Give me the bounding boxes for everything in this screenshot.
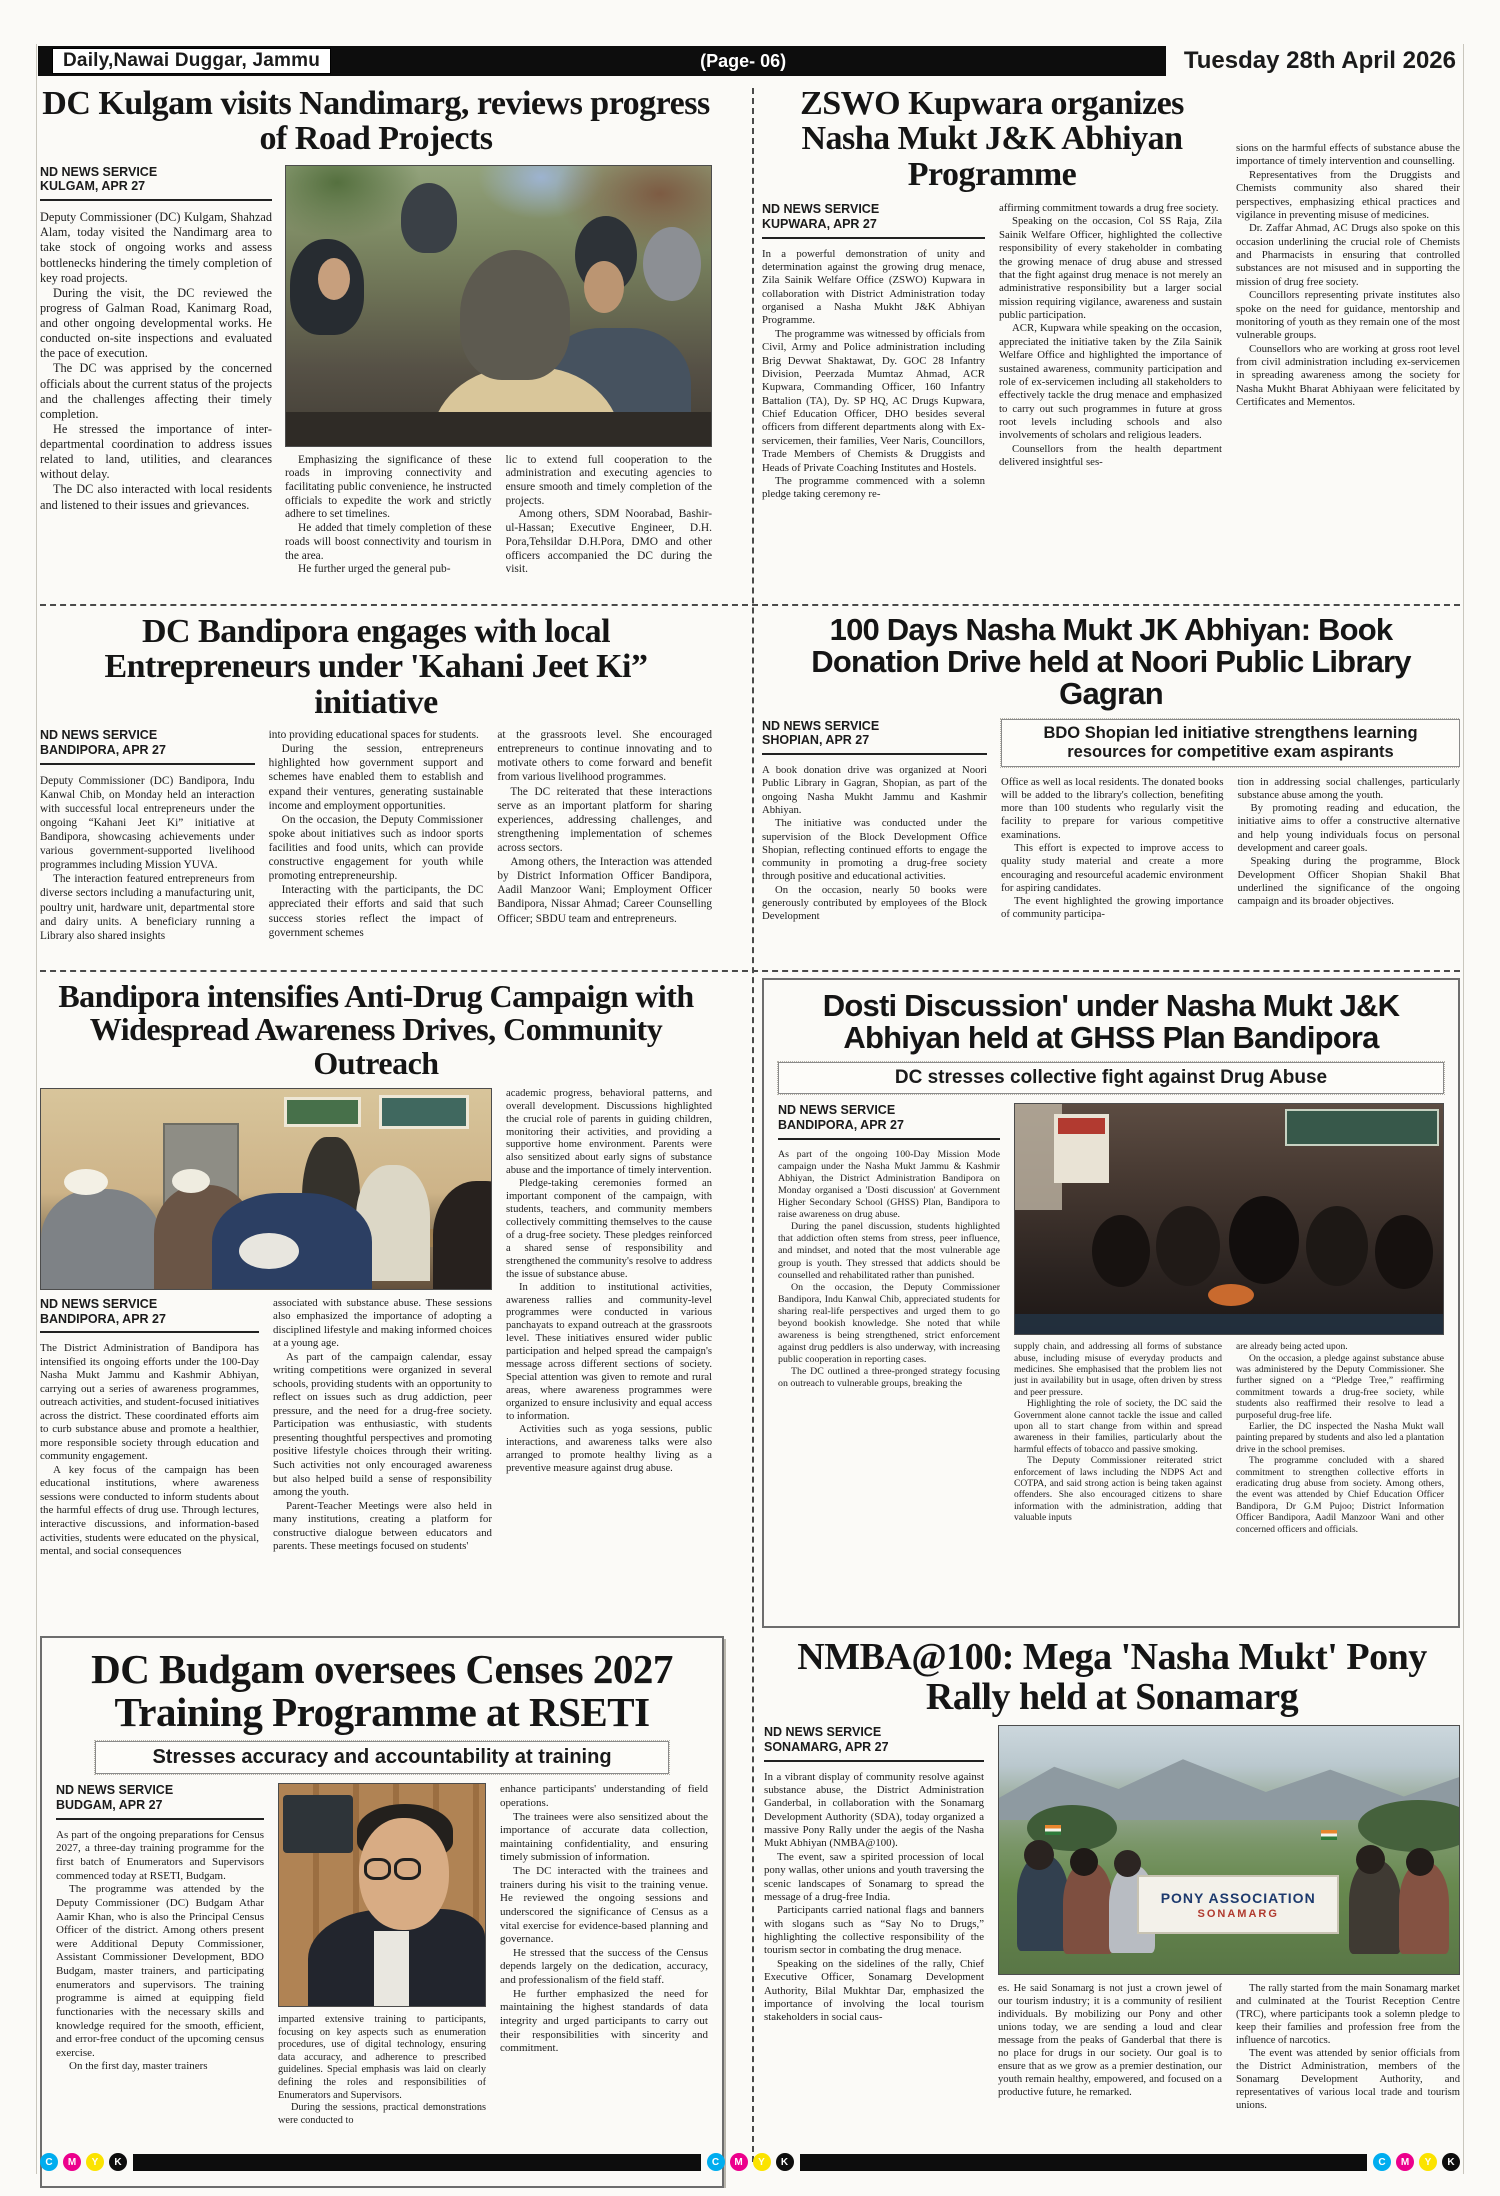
pony-association-banner <box>1137 1875 1339 1935</box>
black-mark-icon: K <box>1442 2153 1460 2171</box>
page-number-label: (Page- 06) <box>700 50 787 71</box>
article-zswo <box>740 84 1460 598</box>
book-donation-column-2: Office as well as local residents. The donated books will be added to the library's collection, benefiting more than 100 students who regularly visit the facility to prepare for various competitive examinations. This effort is expected to improve access to quality study material and create a more encouraging and resourceful academic environment for aspiring candidates. The event highlighted the growing importance of community participa- <box>1001 775 1224 921</box>
awareness-meeting-photo <box>40 1088 492 1290</box>
zswo-column-3: sions on the harmful effects of substance abuse the importance of timely intervention and counselling. Representatives from the Druggists and Chemists community also shared their perspectives, emphasizing ethical practices and vigilance in preventing misuse of medicines. Dr. Zaffar Ahmad, AC Drugs also spoke on this occasion underlining the crucial role of Chemists and Pharmacists in ensuring that controlled substances are not misused and in supporting the mission of drug free society. Councillors representing private institutes also spoke on the need for guidance, mentorship and monitoring of youth as they remain one of the most vulnerable groups. Counsellors who are working at gross root level from civil administration including ex-servicemen in spreading awareness among the society for Nasha Mukht Bharat Abhiyaan were felicitated by Certificates and Mementos. <box>1236 142 1460 409</box>
cyan-mark-icon: C <box>707 2153 725 2171</box>
budgam-column-1: As part of the ongoing preparations for Census 2027, a three-day training programme for the first batch of Enumerators and Supervisors commenced today at RSETI, Budgam. The programme was attended by the Deputy Commissioner (DC) Budgam Athar Aamir Khan, who is also the Principal Census Officer of the district. Among others present were Additional Deputy Commissioner, Assistant Commissioner Development, BDO Budgam, master trainers, and participating enumerators and supervisors. The training programme is aimed at equipping field functionaries with the necessary skills and knowledge required for the smooth, efficient, and error-free conduct of the upcoming census exercise. On the first day, master trainers <box>56 1828 264 2073</box>
cyan-mark-icon: C <box>1373 2153 1391 2171</box>
cmyk-marks <box>1373 2153 1460 2171</box>
banner-line-1: PONY ASSOCIATION <box>1160 1889 1316 1906</box>
nmba-column-1: In a vibrant display of community resolve against substance abuse, the District Administration Ganderbal, in collaboration with the Sonamarg Development Authority (SDA), today organized a massive Pony Rally under the aegis of the Nasha Mukt Abhiyan (NMBA@100). The event, saw a spirited procession of local pony wallas, other unions and youth traversing the scenic landscapes of Sonamarg to spread the message of a drug-free India. Participants carried national flags and banners with slogans such as “Say No to Drugs,” highlighting the collective responsibility of the tourism sector in combating the drug menace. Speaking on the sidelines of the rally, Chief Executive Officer, Sonamarg Development Authority, Bilal Mukhtar Dar, emphasized the importance of involving the local tourism stakeholders in social caus- <box>764 1770 984 2024</box>
byline-zswo <box>762 202 985 239</box>
black-mark-icon: K <box>109 2153 127 2171</box>
zswo-column-1: In a powerful demonstration of unity and determination against the growing drug menace, Zila Sainik Welfare Office (ZSWO) Kupwara in collaboration with District Administration today organised a Nasha Mukht J&K Abhiyan Programme. The programme was witnessed by officials from Civil, Army and Police administration including Brig Devwat Shaktawat, Dy. GOC 28 Infantry Division, Peerzada Mumtaz Ahmad, ACR Kupwara, Commanding Officer, 160 Infantry Battalion (TA), Dy. SP HQ, AC Drugs Kupwara, Chief Education Officer, DHO besides several officers from different departments along with Ex-servicemen, their families, Veer Naris, Councillors, Trade Members of Chemists & Druggists and Heads of Private Coaching Institutes and Hostels. The programme commenced with a solemn pledge taking ceremony re- <box>762 247 985 501</box>
dosti-column-1: As part of the ongoing 100-Day Mission Mode campaign under the Nasha Mukt Jammu & Kashmir Abhiyan, the District Administration Bandipora on Monday organised a 'Dosti discussion' at Government Higher Secondary School (GHSS) Plan, Bandipora to raise awareness on drug abuse. During the panel discussion, students highlighted that addiction often stems from stress, peer influence, and mindset, and noted that the most vulnerable age group is youth. They stressed that addicts should be counselled and rehabilitated rather than punished. On the occasion, the Deputy Commissioner Bandipora, Indu Kanwal Chib, appreciated students for sharing real-life perspectives and urged them to go beyond bookish knowledge. She noted that while awareness is being strengthened, strict enforcement against drug peddlers is also underway, with increasing public cooperation in reporting cases. The DC outlined a three-pronged strategy focusing on outreach to vulnerable groups, breaking the <box>778 1148 1000 1390</box>
article-kulgam <box>40 84 740 598</box>
headline-bandipora-entrepreneurs: DC Bandipora engages with local Entrepreneurs under 'Kahani Jeet Ki” initiative <box>104 613 648 721</box>
yellow-mark-icon: Y <box>753 2153 771 2171</box>
row-lower-middle <box>40 978 1460 1628</box>
article-anti-drug-campaign <box>40 978 740 1628</box>
byline-agency: ND NEWS SERVICE <box>762 202 880 217</box>
registration-bar <box>133 2154 701 2171</box>
page-content <box>40 84 1460 2188</box>
byline-place: BANDIPORA, APR 27 <box>40 742 166 757</box>
headline-budgam: DC Budgam oversees Censes 2027 Training Programme at RSETI <box>91 1646 673 1735</box>
subhead-dosti: DC stresses collective fight against Drug Abuse <box>778 1062 1444 1094</box>
article-book-donation <box>740 612 1460 964</box>
zswo-column-2: affirming commitment towards a drug free society. Speaking on the occasion, Col SS Raja, Zila Sainik Welfare Officer, highlighted the collective responsibility of every stakeholder in combating the growing menace of drug abuse and stressed that the fight against drug menace is not merely an administrative responsibility but a larger social mission requiring vigilance, awareness and sustain public participation. ACR, Kupwara while speaking on the occasion, appreciated the initiative taken by the Zila Sainik Welfare Office and highlighted the importance of sustained awareness, community participation and role of ex-servicemen including all stakeholders to effectively tackle the drug menace and emphasized to carry out such programmes in future at gross root levels including schools and also involvements of scholars and religious leaders. Counsellors from the health department delivered insightful ses- <box>999 202 1222 469</box>
dosti-column-2: supply chain, and addressing all forms of substance abuse, including misuse of everyday products and medicines. She emphasised that the problem lies not just in availability but in usage, often driven by stress and peer pressure. Highlighting the role of society, the DC said the Government alone cannot tackle the issue and called upon all to start change from within and spread awareness in their families, particularly about the harmful effects of tobacco and passive smoking. The Deputy Commissioner reiterated strict enforcement of laws including the NDPS Act and COTPA, and said strong action is being taken against offenders. She also encouraged citizens to share information with the administration, adding that valuable inputs <box>1014 1342 1222 1524</box>
book-donation-column-3: tion in addressing social challenges, particularly substance abuse among the youth. By promoting reading and education, the initiative aims to offer a constructive alternative and help young individuals focus on personal development and career goals. Speaking during the programme, Block Development Officer Shopian Shakil Bhat underlined the significance of the ongoing campaign and its broader objectives. <box>1237 775 1460 908</box>
banner-line-2: SONAMARG <box>1197 1907 1279 1920</box>
byline-place: KULGAM, APR 27 <box>40 179 146 194</box>
byline-agency: ND NEWS SERVICE <box>40 1296 158 1311</box>
nmba-column-2: es. He said Sonamarg is not just a crown jewel of our tourism industry; it is a community of resilient individuals. By mobilizing our Pony and other unions today, we are sending a loud and clear message from the peaks of Ganderbal that there is no place for drugs in our society. Our goal is to ensure that as we grow as a premier destination, our youth remain healthy, empowered, and focused on a productive future, he remarked. <box>998 1983 1222 2099</box>
headline-nmba: NMBA@100: Mega 'Nasha Mukt' Pony Rally held at Sonamarg <box>797 1636 1427 1718</box>
dosti-discussion-photo <box>1014 1103 1444 1335</box>
article-bandipora-entrepreneurs <box>40 612 740 964</box>
registration-bar <box>800 2154 1368 2171</box>
dc-budgam-photo <box>278 1783 486 2007</box>
byline-agency: ND NEWS SERVICE <box>778 1103 896 1118</box>
entrepreneurs-column-1: Deputy Commissioner (DC) Bandipora, Indu Kanwal Chib, on Monday held an interaction with successful local entrepreneurs under the ongoing “Kahani Jeet Ki” initiative at Bandipora, showcasing achievements under various government-supported livelihood programmes including Mission YUVA. The interaction featured entrepreneurs from diverse sectors including a manufacturing unit, poultry unit, hardware unit, departmental store and dairy units. A beneficiary running a Library also shared insights <box>40 774 255 942</box>
kulgam-column-3: lic to extend full cooperation to the administration and executing agencies to ensure smooth and timely completion of the projects. Among others, SDM Noorabad, Bashir-ul-Hassan; Executive Engineer, D.H. Pora,Tehsildar D.H.Pora, DMO and other officers accompanied the DC during the visit. <box>505 453 712 576</box>
byline-place: BANDIPORA, APR 27 <box>778 1118 904 1133</box>
print-registration-row <box>40 2152 1460 2172</box>
pony-rally-photo <box>998 1725 1460 1975</box>
byline-anti-drug <box>40 1297 259 1334</box>
byline-nmba <box>764 1725 984 1762</box>
byline-agency: ND NEWS SERVICE <box>40 164 158 179</box>
anti-drug-column-3: academic progress, behavioral patterns, and overall development. Discussions highlighted the crucial role of parents in guiding children, monitoring their activities, and providing a supportive home environment. Parents were also sensitized about early signs of substance abuse and the importance of timely intervention. Pledge-taking ceremonies formed an important component of the campaign, with students, teachers, and community members collectively committing themselves to the cause of a drug-free society. These pledges reinforced a shared sense of responsibility and strengthened the community's resolve to address the issue of substance abuse. In addition to institutional activities, awareness rallies and community-level programmes were conducted in various panchayats to expand outreach at the grassroots level. These initiatives ensured wider public participation and helped spread the campaign's message across different sections of society. Special attention was given to remote and rural areas, where awareness programmes were organized to ensure inclusivity and equal access to information. Activities such as yoga sessions, public interactions, and awareness talks were also arranged to promote healthy living as a preventive measure against drug abuse. <box>506 1087 712 1474</box>
byline-dosti <box>778 1103 1000 1140</box>
nmba-column-3: The rally started from the main Sonamarg market and culminated at the Tourist Reception Centre (TRC), where participants took a solemn pledge to keep their families and profession free from the influence of narcotics. The event was attended by senior officials from the District Administration, members of the Sonamarg Development Authority, and representatives of various local trade and tourism unions. <box>1236 1983 1460 2112</box>
headline-book-donation: 100 Days Nasha Mukt JK Abhiyan: Book Donation Drive held at Noori Public Library Gagran <box>811 612 1411 712</box>
subhead-book-donation: BDO Shopian led initiative strengthens learning resources for competitive exam aspirants <box>1001 719 1460 767</box>
byline-kulgam <box>40 165 272 202</box>
yellow-mark-icon: Y <box>1419 2153 1437 2171</box>
dosti-column-3: are already being acted upon. On the occasion, a pledge against substance abuse was administered by the Deputy Commissioner. She further signed on a “Pledge Tree,” reaffirming commitment towards a drug-free society, while students also reaffirmed their resolve to lead a purposeful drug-free life. Earlier, the DC inspected the Nasha Mukt wall painting prepared by students and also led a plantation drive in the school premises. The programme concluded with a shared commitment to strengthen collective efforts in eradicating drug abuse from society. Among others, the event was attended by Chief Education Officer Bandipora, Dr G.M Pujoo; District Information Officer Bandipora, Aadil Manzoor Wani and other concerned officers and officials. <box>1236 1342 1444 1535</box>
book-donation-column-1: A book donation drive was organized at Noori Public Library in Gagran, Shopian, as part of the ongoing Nasha Mukht Jammu and Kashmir Abhiyan. The initiative was conducted under the supervision of the Block Development Office Shopian, reflecting continued efforts to engage the community in promoting a drug-free society through positive and educational activities. On the occasion, nearly 50 books were generously contributed by employees of the Block Development <box>762 764 987 923</box>
byline-place: BUDGAM, APR 27 <box>56 1798 163 1812</box>
byline-place: KUPWARA, APR 27 <box>762 216 877 231</box>
budgam-column-3: enhance participants' understanding of field operations. The trainees were also sensitized about the importance of accurate data collection, maintaining confidentiality, and ensuring timely submission of information. The DC interacted with the trainees and trainers during his visit to the training venue. He reviewed the ongoing sessions and underscored the significance of Census as a vital exercise for evidence-based planning and governance. He stressed that the success of the Census depends largely on the dedication, accuracy, and professionalism of the field staff. He further emphasized the need for maintaining the highest standards of data integrity and urged participants to carry out their responsibilities with sincerity and commitment. <box>500 1783 708 2055</box>
headline-anti-drug: Bandipora intensifies Anti-Drug Campaign with Widespread Awareness Drives, Community Outreach <box>58 978 694 1081</box>
magenta-mark-icon: M <box>730 2153 748 2171</box>
byline-agency: ND NEWS SERVICE <box>40 728 158 743</box>
row-top <box>40 84 1460 598</box>
article-budgam-census <box>40 1636 752 2188</box>
article-pony-rally <box>752 1636 1460 2188</box>
magenta-mark-icon: M <box>63 2153 81 2171</box>
byline-place: SONAMARG, APR 27 <box>764 1739 889 1754</box>
byline-budgam <box>56 1783 264 1820</box>
row-bottom <box>40 1636 1460 2188</box>
row-middle <box>40 612 1460 964</box>
subhead-budgam: Stresses accuracy and accountability at training <box>95 1741 669 1774</box>
cyan-mark-icon: C <box>40 2153 58 2171</box>
column-separator-vertical <box>752 88 754 2162</box>
article-separator <box>40 970 1460 972</box>
entrepreneurs-column-2: into providing educational spaces for students. During the session, entrepreneurs highlighted how government support and schemes have enabled them to establish and expand their ventures, generating sustainable income and employment opportunities. On the occasion, the Deputy Commissioner spoke about initiatives such as indoor sports facilities and food units, which can provide constructive engagement for youth while promoting entrepreneurship. Interacting with the participants, the DC appreciated their efforts and said that such success stories reflect the impact of government schemes <box>268 729 484 939</box>
magenta-mark-icon: M <box>1396 2153 1414 2171</box>
issue-date: Tuesday 28th April 2026 <box>1166 44 1462 78</box>
headline-zswo: ZSWO Kupwara organizes Nasha Mukt J&K Abhiyan Programme <box>800 85 1184 193</box>
cmyk-marks <box>40 2153 127 2171</box>
byline-book-donation <box>762 719 987 756</box>
entrepreneurs-column-3: at the grassroots level. She encouraged entrepreneurs to continue innovating and to motivate others to come forward and benefit from various livelihood programmes. The DC reiterated that these interactions serve as an important platform for sharing experiences, addressing challenges, and strengthening implementation of schemes across sectors. Among others, the Interaction was attended by District Information Officer Bandipora, Aadil Manzoor Wani; Employment Officer Bandipora, Nissar Ahmad; Career Counselling Officer; SBDU team and entrepreneurs. <box>497 729 713 925</box>
headline-dosti: Dosti Discussion' under Nasha Mukt J&K Abhiyan held at GHSS Plan Bandipora <box>822 988 1400 1056</box>
kulgam-column-1: Deputy Commissioner (DC) Kulgam, Shahzad Alam, today visited the Nandimarg area to take stock of ongoing works and assess bottlenecks hindering the timely completion of key road projects. During the visit, the DC reviewed the progress of Galman Road, Kanimarg Road, and other ongoing developmental works. He conducted on-site inspections and evaluated the pace of execution. The DC was apprised by the concerned officials about the current status of the projects and the challenges affecting their timely completion. He stressed the importance of inter-departmental coordination to address issues related to land, utilities, and clearances without delay. The DC also interacted with local residents and listened to their issues and grievances. <box>40 210 272 512</box>
article-separator <box>40 604 1460 606</box>
cmyk-marks <box>707 2153 794 2171</box>
masthead-bar <box>38 46 1462 76</box>
kulgam-visit-photo <box>285 165 712 447</box>
byline-bandipora-entrepreneurs <box>40 728 255 765</box>
byline-agency: ND NEWS SERVICE <box>764 1725 882 1740</box>
byline-agency: ND NEWS SERVICE <box>762 718 880 733</box>
byline-place: BANDIPORA, APR 27 <box>40 1311 166 1326</box>
byline-place: SHOPIAN, APR 27 <box>762 733 870 748</box>
byline-agency: ND NEWS SERVICE <box>56 1783 174 1798</box>
black-mark-icon: K <box>776 2153 794 2171</box>
masthead-title: Daily,Nawai Duggar, Jammu <box>52 48 331 74</box>
headline-kulgam: DC Kulgam visits Nandimarg, reviews progress of Road Projects <box>42 85 710 158</box>
yellow-mark-icon: Y <box>86 2153 104 2171</box>
article-dosti-discussion <box>740 978 1460 1628</box>
anti-drug-column-2: associated with substance abuse. These sessions also emphasized the importance of adopting a disciplined lifestyle and making informed choices at a young age. As part of the campaign calendar, essay writing competitions were organized in several schools, providing students with an opportunity to reflect on issues such as drug addiction, peer pressure, and the need for a drug-free society. Participation was enthusiastic, with students presenting thoughtful perspectives and promoting positive lifestyle choices through their writing. Such activities not only encouraged awareness but also helped build a sense of responsibility among the youth. Parent-Teacher Meetings were also held in many institutions, creating a platform for constructive dialogue between educators and parents. These meetings focused on students' <box>273 1296 492 1553</box>
kulgam-column-2: Emphasizing the significance of these roads in improving connectivity and facilitating public convenience, he instructed officials to expedite the work and strictly adhere to set timelines. He added that timely completion of these roads will boost connectivity and tourism in the area. He further urged the general pub- <box>285 453 492 576</box>
anti-drug-column-1: The District Administration of Bandipora has intensified its ongoing efforts under the 100-Day Nasha Mukt Jammu and Kashmir Abhiyan, carrying out a series of awareness programmes, outreach activities, and student-focused initiatives across the district. These coordinated efforts aim to curb substance abuse and promote a healthier, more responsible society through education and community engagement. A key focus of the campaign has been educational institutions, where awareness sessions were conducted to inform students about the harmful effects of drug use. Through lectures, interactive discussions, and information-based activities, students were educated on the physical, mental, and social consequences <box>40 1342 259 1558</box>
budgam-column-2: imparted extensive training to participants, focusing on key aspects such as enumeration procedures, use of digital technology, ensuring data accuracy, and adherence to prescribed guidelines. Special emphasis was laid on clearly defining the roles and responsibilities of Enumerators and Supervisors. During the sessions, practical demonstrations were conducted to <box>278 2014 486 2126</box>
